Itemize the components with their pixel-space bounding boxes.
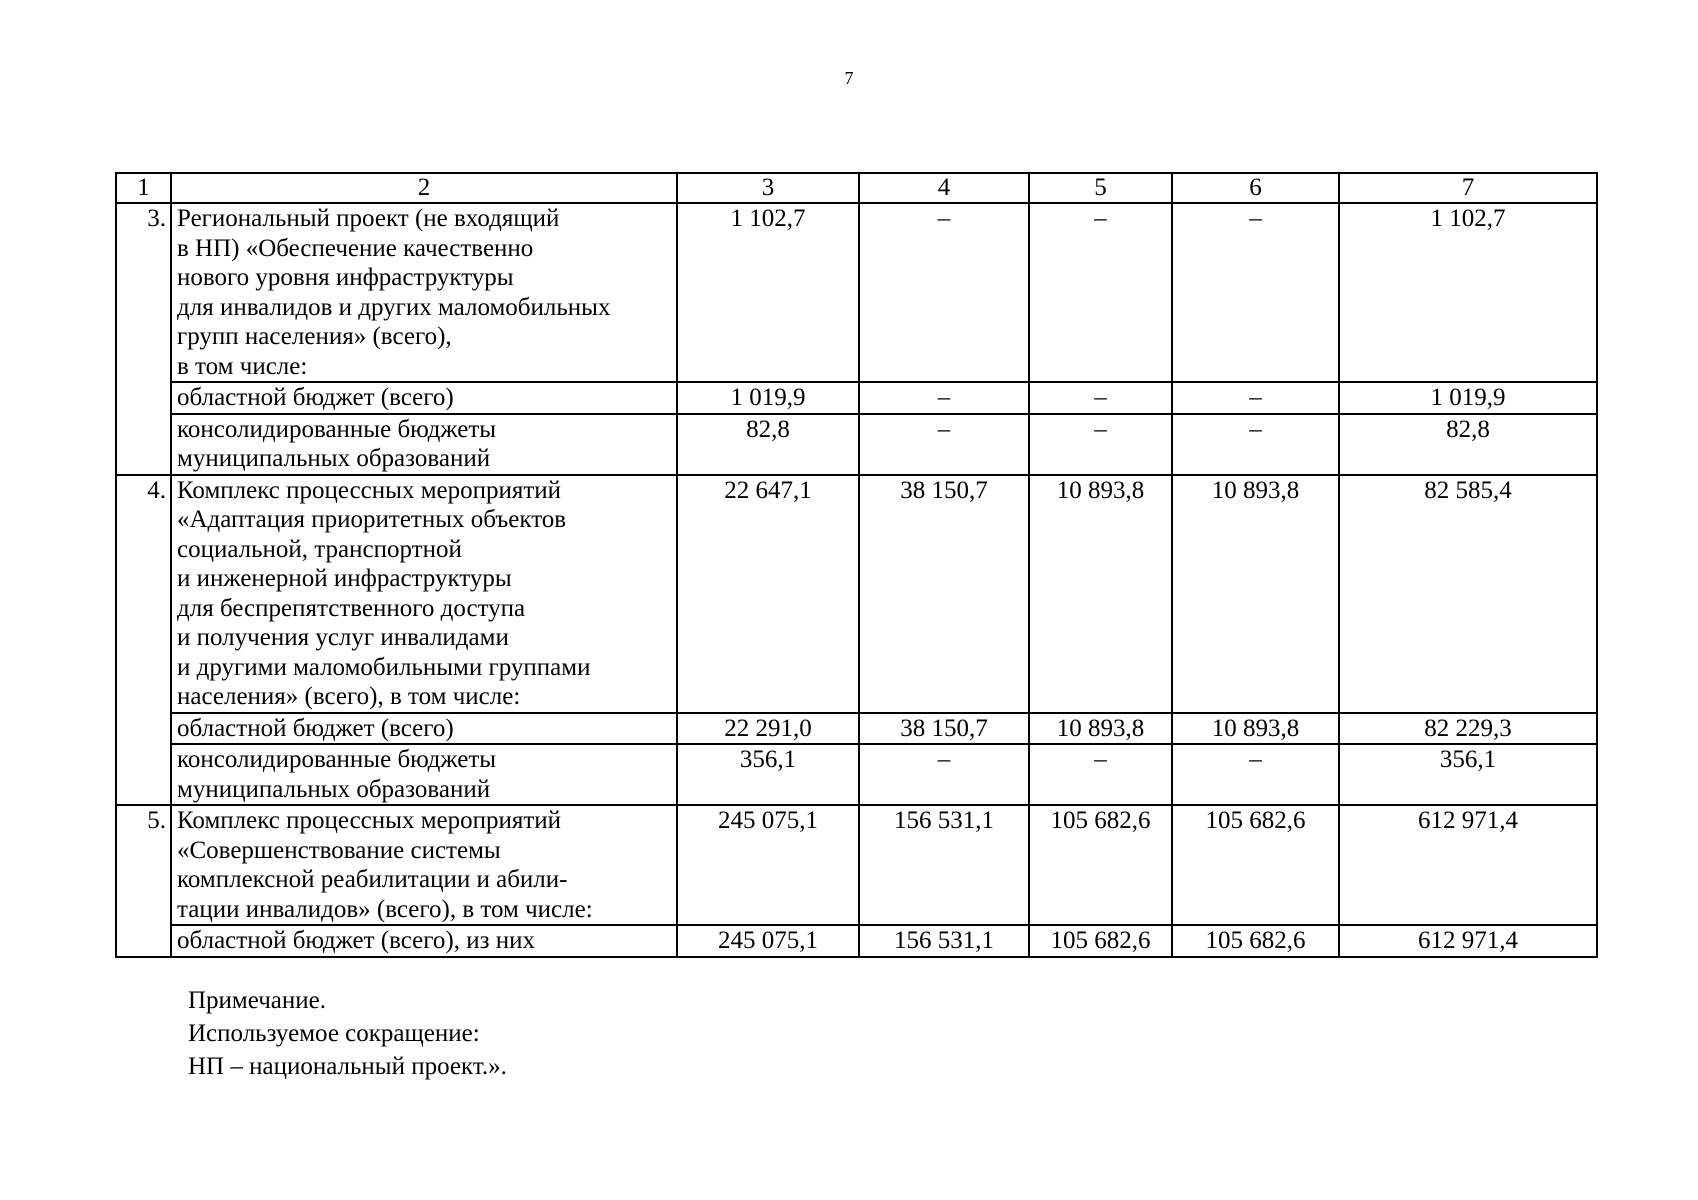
footnote xyxy=(188,984,507,1083)
value-cell: 105 682,6 xyxy=(1029,925,1172,957)
table-row-sub xyxy=(116,414,1597,475)
value-cell: 1 102,7 xyxy=(1339,203,1597,382)
value-cell: – xyxy=(859,203,1029,382)
value-cell: 1 102,7 xyxy=(677,203,859,382)
row-number: 5. xyxy=(116,805,171,957)
value-cell: 612 971,4 xyxy=(1339,925,1597,957)
value-cell: 10 893,8 xyxy=(1029,713,1172,745)
value-cell: 82 229,3 xyxy=(1339,713,1597,745)
page-number: 7 xyxy=(844,68,854,88)
value-cell: 105 682,6 xyxy=(1172,805,1339,925)
table-row-main xyxy=(116,203,1597,382)
value-cell: 356,1 xyxy=(1339,744,1597,805)
value-cell: – xyxy=(1172,203,1339,382)
value-cell: 38 150,7 xyxy=(859,713,1029,745)
value-cell: 245 075,1 xyxy=(677,805,859,925)
table-row-main xyxy=(116,805,1597,925)
value-cell: 82,8 xyxy=(677,414,859,475)
row-number: 3. xyxy=(116,203,171,475)
row-description: Комплекс процессных мероприятий «Адаптация приоритетных объектов социальной, транспортной и инженерной инфраструктуры для беспрепятственного доступа и получения услуг инвалидами и другими маломобильными группами населения» (всего), в том числе: xyxy=(171,475,677,713)
header-cell: 7 xyxy=(1339,173,1597,203)
value-cell: 1 019,9 xyxy=(1339,382,1597,414)
value-cell: 82,8 xyxy=(1339,414,1597,475)
table-row-main xyxy=(116,475,1597,713)
table-header-row xyxy=(116,173,1597,203)
note-title: Примечание. xyxy=(188,987,327,1014)
value-cell: 22 647,1 xyxy=(677,475,859,713)
row-description: консолидированные бюджеты муниципальных образований xyxy=(171,744,677,805)
row-description: Региональный проект (не входящий в НП) «Обеспечение качественно нового уровня инфраструктуры для инвалидов и других маломобильных групп населения» (всего), в том числе: xyxy=(171,203,677,382)
value-cell: 105 682,6 xyxy=(1172,925,1339,957)
value-cell: 105 682,6 xyxy=(1029,805,1172,925)
header-cell: 6 xyxy=(1172,173,1339,203)
value-cell: – xyxy=(1029,414,1172,475)
value-cell: 356,1 xyxy=(677,744,859,805)
value-cell: 245 075,1 xyxy=(677,925,859,957)
header-cell: 5 xyxy=(1029,173,1172,203)
value-cell: 10 893,8 xyxy=(1029,475,1172,713)
value-cell: 22 291,0 xyxy=(677,713,859,745)
row-description: консолидированные бюджеты муниципальных образований xyxy=(171,414,677,475)
row-description: областной бюджет (всего) xyxy=(171,713,677,745)
header-cell: 4 xyxy=(859,173,1029,203)
table-row-sub xyxy=(116,382,1597,414)
table-row-sub xyxy=(116,713,1597,745)
table-body xyxy=(116,173,1597,957)
header-cell: 1 xyxy=(116,173,171,203)
header-cell: 2 xyxy=(171,173,677,203)
row-description: областной бюджет (всего) xyxy=(171,382,677,414)
table-row-sub xyxy=(116,744,1597,805)
budget-table xyxy=(115,172,1598,958)
value-cell: – xyxy=(1172,414,1339,475)
value-cell: 156 531,1 xyxy=(859,805,1029,925)
value-cell: – xyxy=(1029,382,1172,414)
value-cell: – xyxy=(1029,744,1172,805)
table-row-sub xyxy=(116,925,1597,957)
value-cell: – xyxy=(859,744,1029,805)
note-line: Используемое сокращение: xyxy=(188,1020,480,1047)
value-cell: 38 150,7 xyxy=(859,475,1029,713)
row-number: 4. xyxy=(116,475,171,806)
header-cell: 3 xyxy=(677,173,859,203)
value-cell: 10 893,8 xyxy=(1172,713,1339,745)
value-cell: – xyxy=(859,382,1029,414)
row-description: областной бюджет (всего), из них xyxy=(171,925,677,957)
value-cell: – xyxy=(1172,744,1339,805)
value-cell: – xyxy=(859,414,1029,475)
value-cell: 10 893,8 xyxy=(1172,475,1339,713)
row-description: Комплекс процессных мероприятий «Совершенствование системы комплексной реабилитации и абили- тации инвалидов» (всего), в том числе: xyxy=(171,805,677,925)
value-cell: 82 585,4 xyxy=(1339,475,1597,713)
value-cell: 1 019,9 xyxy=(677,382,859,414)
value-cell: – xyxy=(1029,203,1172,382)
value-cell: – xyxy=(1172,382,1339,414)
note-line: НП – национальный проект.». xyxy=(188,1053,507,1080)
value-cell: 156 531,1 xyxy=(859,925,1029,957)
value-cell: 612 971,4 xyxy=(1339,805,1597,925)
